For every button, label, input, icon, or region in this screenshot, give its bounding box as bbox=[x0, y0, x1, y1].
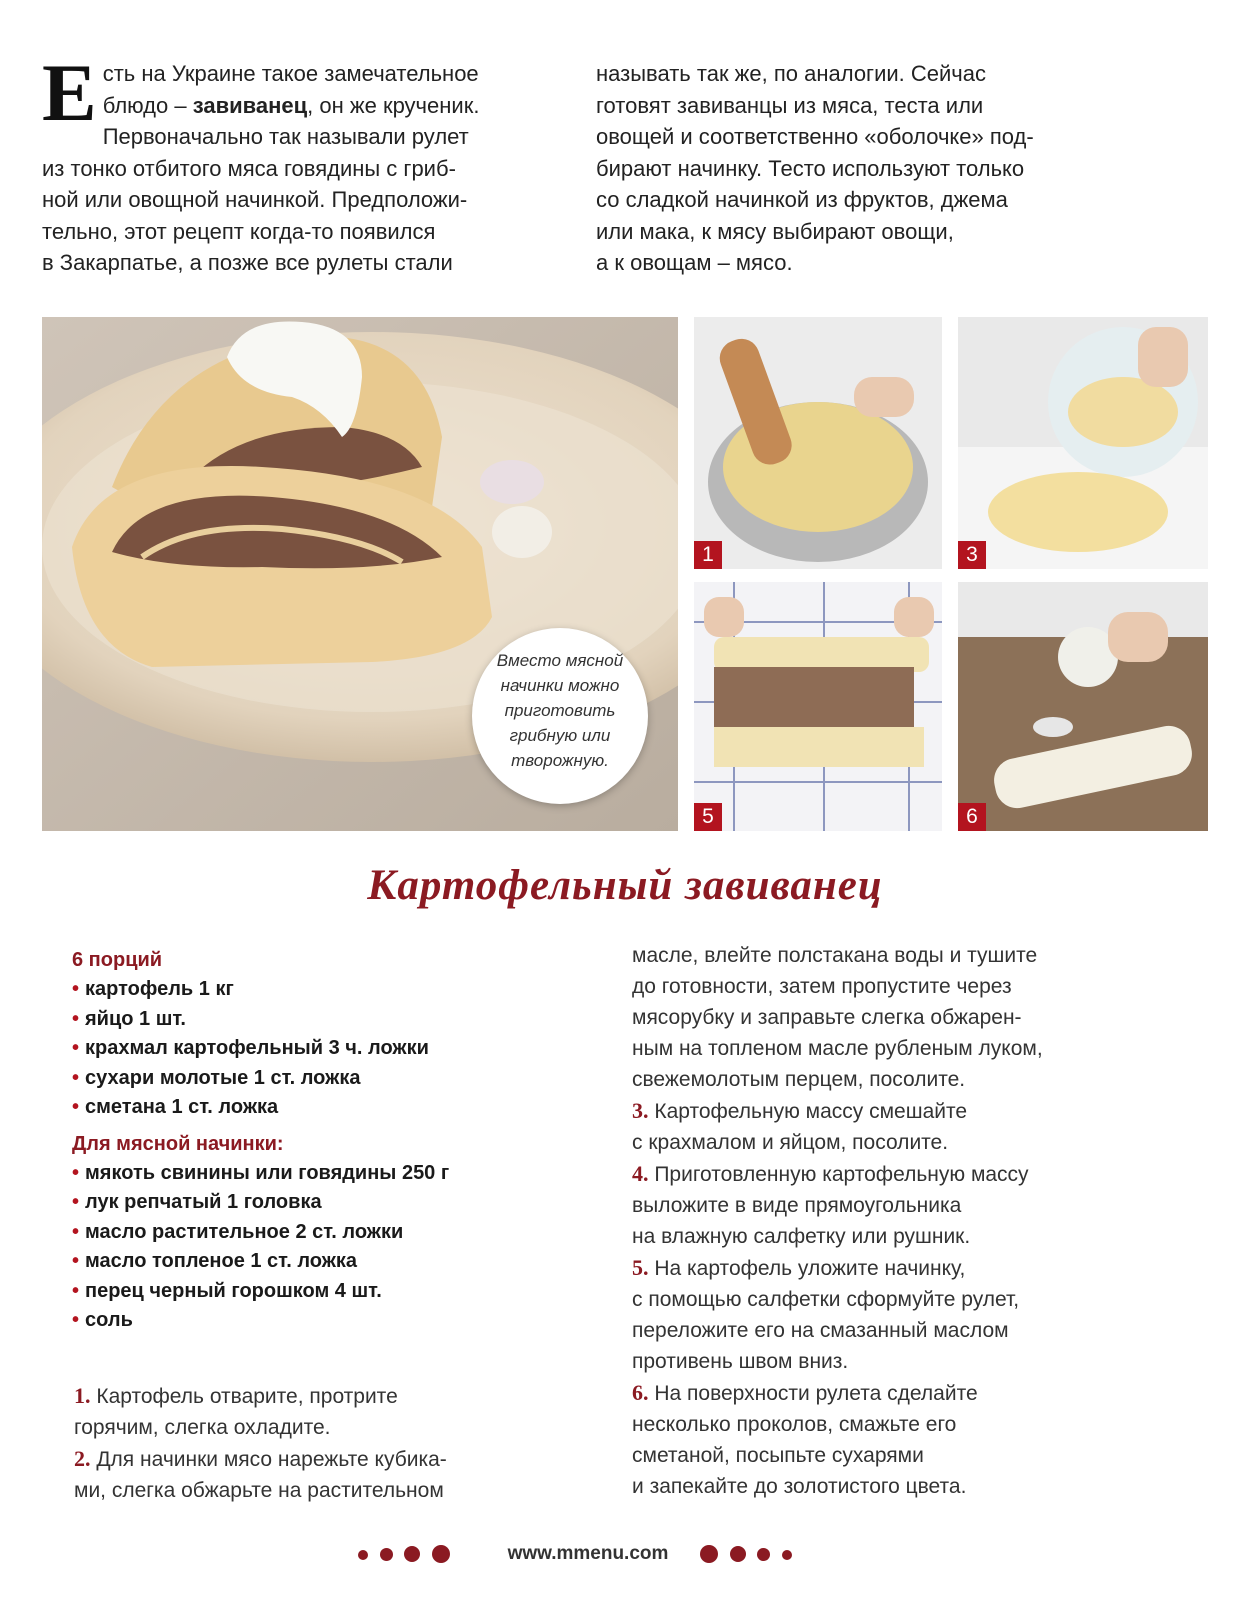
intro-line: называть так же, по аналогии. Сейчас bbox=[596, 61, 986, 86]
ingredient-text: мякоть свинины или говядины 250 г bbox=[85, 1161, 450, 1184]
step-text: Для начинки мясо нарежьте кубика- bbox=[90, 1448, 447, 1471]
step-photo-mixing-mass bbox=[958, 317, 1208, 569]
step-text: Приготовленную картофельную массу bbox=[648, 1163, 1029, 1186]
step-text: Картофель отварите, протрите bbox=[90, 1385, 398, 1408]
footer-url: www.mmenu.com bbox=[507, 1543, 669, 1564]
bullet-icon: • bbox=[72, 1066, 80, 1089]
ingredient-text: яйцо 1 шт. bbox=[85, 1007, 186, 1030]
tip-line: творожную. bbox=[511, 751, 609, 770]
tip-line: грибную или bbox=[509, 726, 611, 745]
ingredient-item bbox=[72, 1218, 592, 1248]
step-text: сметаной, посыпьте сухарями bbox=[632, 1444, 924, 1467]
step-text: горячим, слегка охладите. bbox=[74, 1416, 331, 1439]
step-line bbox=[632, 971, 1192, 1002]
intro-line: в Закарпатье, а позже все рулеты стали bbox=[42, 250, 453, 275]
step-text: На поверхности рулета сделайте bbox=[648, 1382, 978, 1405]
footer-dot bbox=[358, 1550, 368, 1560]
intro-line: бирают начинку. Тесто используют только bbox=[596, 155, 1025, 181]
step-text: с помощью салфетки сформуйте рулет, bbox=[632, 1288, 1020, 1311]
step-line bbox=[74, 1412, 574, 1443]
step-line bbox=[632, 1440, 1192, 1471]
ingredient-item bbox=[72, 1306, 592, 1336]
recipe-title: Картофельный завиванец bbox=[367, 862, 883, 909]
ingredient-text: перец черный горошком 4 шт. bbox=[85, 1279, 382, 1302]
intro-line: из тонко отбитого мяса говядины с гриб- bbox=[42, 155, 456, 181]
servings: 6 порций bbox=[72, 949, 163, 971]
ingredient-text: масло топленое 1 ст. ложка bbox=[85, 1250, 358, 1272]
filling-heading: Для мясной начинки: bbox=[72, 1132, 284, 1155]
step-badge: 3 bbox=[958, 541, 986, 569]
step-line bbox=[632, 1158, 1192, 1190]
step-number: 2. bbox=[74, 1446, 91, 1471]
ingredient-text: лук репчатый 1 головка bbox=[85, 1191, 322, 1213]
footer-dot bbox=[404, 1546, 420, 1562]
intro-line: готовят завиванцы из мяса, теста или bbox=[596, 92, 984, 118]
footer-dot bbox=[380, 1548, 393, 1561]
step-photo-forming-roll bbox=[694, 582, 942, 831]
step-text: ми, слегка обжарьте на растительном bbox=[74, 1479, 444, 1502]
bullet-icon: • bbox=[72, 1309, 80, 1331]
step-line bbox=[74, 1443, 574, 1475]
filling-ingredient-list bbox=[72, 1159, 592, 1336]
ingredient-item bbox=[72, 1034, 592, 1064]
ingredient-text: масло растительное 2 ст. ложки bbox=[85, 1220, 404, 1243]
intro-line: сть на Украине такое замечательное bbox=[102, 61, 479, 86]
intro-line: овощей и соответственно «оболочке» под- bbox=[596, 124, 1034, 149]
ingredient-text: соль bbox=[85, 1309, 133, 1331]
bullet-icon: • bbox=[72, 1191, 80, 1213]
bullet-icon: • bbox=[72, 1161, 80, 1184]
step-line bbox=[632, 1221, 1192, 1252]
footer-dot bbox=[782, 1550, 792, 1560]
intro-right-column bbox=[596, 58, 1136, 279]
footer-dot bbox=[730, 1546, 746, 1562]
intro-line: ной или овощной начинкой. Предположи- bbox=[42, 187, 468, 212]
step-text: выложите в виде прямоугольника bbox=[632, 1194, 962, 1217]
intro-text: блюдо – bbox=[102, 92, 193, 118]
ingredient-item bbox=[72, 1247, 592, 1277]
ingredient-text: крахмал картофельный 3 ч. ложки bbox=[85, 1037, 429, 1059]
step-number: 4. bbox=[632, 1161, 649, 1186]
intro-text: , он же крученик. bbox=[307, 92, 480, 118]
ingredient-item bbox=[72, 1093, 592, 1123]
intro-line: Первоначально так называли рулет bbox=[102, 124, 469, 149]
bullet-icon: • bbox=[72, 978, 80, 1000]
step-text: до готовности, затем пропустите через bbox=[632, 975, 1012, 998]
steps-left-column bbox=[74, 1380, 574, 1506]
footer-dot bbox=[432, 1545, 450, 1563]
step-line bbox=[632, 1127, 1192, 1158]
intro-line: или мака, к мясу выбирают овощи, bbox=[596, 218, 954, 244]
ingredient-text: сметана 1 ст. ложка bbox=[85, 1096, 279, 1118]
ingredient-text: сухари молотые 1 ст. ложка bbox=[85, 1066, 361, 1089]
intro-left-lines bbox=[42, 47, 542, 279]
step-line bbox=[632, 1033, 1192, 1064]
step-line bbox=[74, 1475, 574, 1506]
bullet-icon: • bbox=[72, 1007, 80, 1030]
footer-dot bbox=[700, 1545, 718, 1563]
step-line bbox=[632, 940, 1192, 971]
footer bbox=[0, 1540, 1250, 1570]
bullet-icon: • bbox=[72, 1279, 80, 1302]
intro-line: тельно, этот рецепт когда-то появился bbox=[42, 218, 436, 244]
bullet-icon: • bbox=[72, 1096, 80, 1118]
step-number: 5. bbox=[632, 1255, 649, 1280]
step-text: ным на топленом масле рубленым луком, bbox=[632, 1037, 1043, 1060]
step-badge: 5 bbox=[694, 803, 722, 831]
tip-line: приготовить bbox=[504, 701, 616, 720]
drop-cap: Е bbox=[42, 47, 97, 138]
step-text: несколько проколов, смажьте его bbox=[632, 1413, 957, 1436]
tip-bubble bbox=[472, 628, 648, 804]
intro-line bbox=[42, 90, 542, 122]
bullet-icon: • bbox=[72, 1250, 80, 1272]
intro-line: а к овощам – мясо. bbox=[596, 250, 793, 275]
bullet-icon: • bbox=[72, 1037, 80, 1059]
step-line bbox=[74, 1380, 574, 1412]
ingredients-block bbox=[72, 945, 592, 1336]
step-line bbox=[632, 1315, 1192, 1346]
step-text: масле, влейте полстакана воды и тушите bbox=[632, 944, 1038, 967]
ingredient-item bbox=[72, 1188, 592, 1218]
ingredient-list bbox=[72, 975, 592, 1123]
step-text: противень швом вниз. bbox=[632, 1350, 849, 1373]
tip-text bbox=[472, 648, 648, 773]
step-text: свежемолотым перцем, посолите. bbox=[632, 1068, 966, 1091]
dish-name: завиванец bbox=[192, 92, 308, 118]
step-number: 3. bbox=[632, 1098, 649, 1123]
tip-line: начинки можно bbox=[500, 676, 620, 695]
ingredient-text: картофель 1 кг bbox=[85, 978, 234, 1000]
step-line bbox=[632, 1095, 1192, 1127]
steps-right-column bbox=[632, 940, 1192, 1502]
step-line bbox=[632, 1284, 1192, 1315]
step-line bbox=[632, 1064, 1192, 1095]
ingredient-item bbox=[72, 1277, 592, 1307]
ingredient-item bbox=[72, 1064, 592, 1094]
bullet-icon: • bbox=[72, 1220, 80, 1243]
step-text: переложите его на смазанный маслом bbox=[632, 1319, 1009, 1342]
tip-line: Вместо мясной bbox=[496, 651, 624, 670]
step-text: Картофельную массу смешайте bbox=[648, 1100, 968, 1123]
step-text: с крахмалом и яйцом, посолите. bbox=[632, 1131, 949, 1154]
step-line bbox=[632, 1190, 1192, 1221]
ingredient-item bbox=[72, 1005, 592, 1035]
intro-left-column bbox=[42, 47, 542, 279]
step-line bbox=[632, 1409, 1192, 1440]
step-line bbox=[632, 1002, 1192, 1033]
ingredient-item bbox=[72, 1159, 592, 1189]
footer-dot bbox=[757, 1548, 770, 1561]
step-badge: 1 bbox=[694, 541, 722, 569]
step-text: На картофель уложите начинку, bbox=[648, 1257, 966, 1280]
step-text: и запекайте до золотистого цвета. bbox=[632, 1475, 967, 1498]
step-text: на влажную салфетку или рушник. bbox=[632, 1225, 971, 1248]
step-photo-coating-roll bbox=[958, 582, 1208, 831]
step-line bbox=[632, 1471, 1192, 1502]
step-badge: 6 bbox=[958, 803, 986, 831]
intro-line: со сладкой начинкой из фруктов, джема bbox=[596, 187, 1008, 212]
step-number: 1. bbox=[74, 1383, 91, 1408]
step-text: мясорубку и заправьте слегка обжарен- bbox=[632, 1006, 1022, 1029]
step-line bbox=[632, 1346, 1192, 1377]
ingredient-item bbox=[72, 975, 592, 1005]
step-line bbox=[632, 1252, 1192, 1284]
step-photo-mashing-potatoes bbox=[694, 317, 942, 569]
step-number: 6. bbox=[632, 1380, 649, 1405]
step-line bbox=[632, 1377, 1192, 1409]
